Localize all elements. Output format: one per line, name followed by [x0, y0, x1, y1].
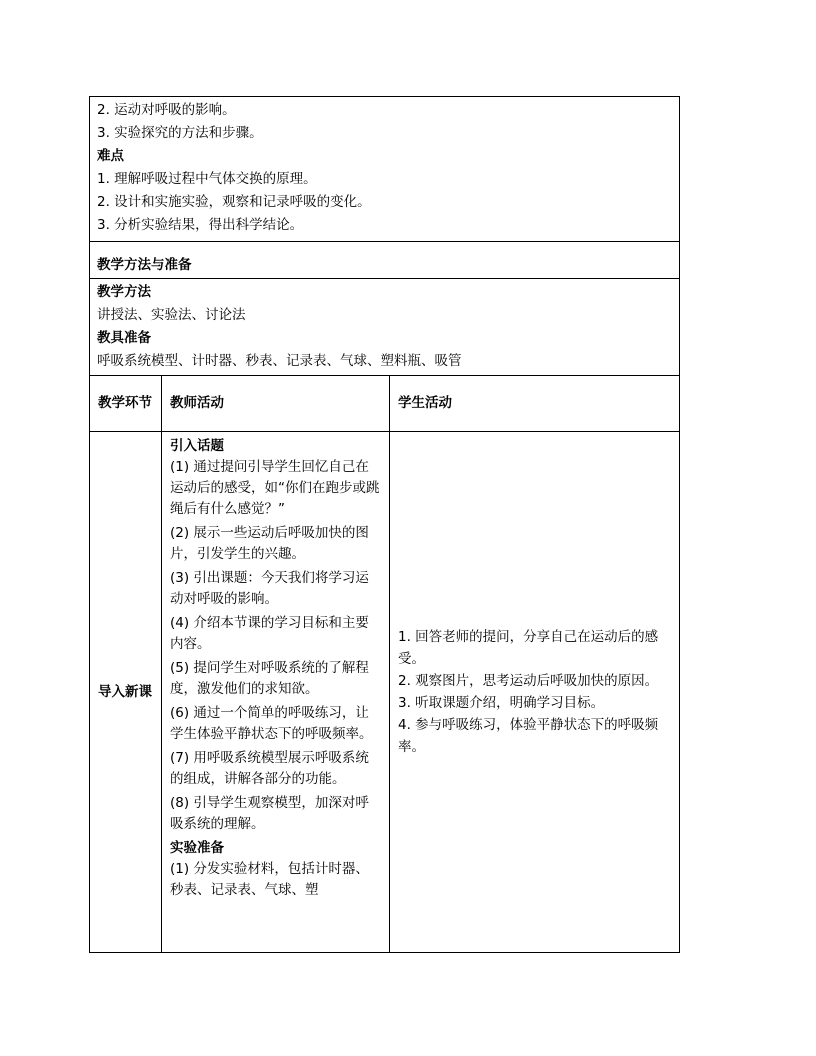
methods-cell: [90, 279, 680, 376]
process-header-row: [90, 376, 680, 432]
methods-title-cell: [90, 242, 680, 279]
student-activity-item: 1. 回答老师的提问，分享自己在运动后的感受。: [398, 629, 659, 667]
student-activity-item: 2. 观察图片，思考运动后呼吸加快的原因。: [398, 673, 659, 689]
key-point-item: 3. 实验探究的方法和步骤。: [97, 125, 263, 141]
phase-label: 导入新课: [98, 684, 152, 700]
difficulties-heading: 难点: [97, 148, 124, 164]
difficulty-item: 3. 分析实验结果，得出科学结论。: [97, 217, 304, 233]
teacher-activity-item: (6) 通过一个简单的呼吸练习，让学生体验平静状态下的呼吸频率。: [170, 705, 373, 742]
prep-subheading: 实验准备: [170, 840, 224, 856]
tools-heading: 教具准备: [97, 330, 151, 346]
student-header: 学生活动: [398, 395, 452, 411]
focus-cell: [90, 97, 680, 242]
teacher-activity-cell: [162, 432, 390, 953]
teacher-header: 教师活动: [170, 395, 224, 411]
tools-text: 呼吸系统模型、计时器、秒表、记录表、气球、塑料瓶、吸管: [97, 353, 462, 369]
student-activity-item: 3. 听取课题介绍，明确学习目标。: [398, 695, 605, 711]
lesson-plan-table: [89, 96, 680, 953]
difficulty-item: 2. 设计和实施实验，观察和记录呼吸的变化。: [97, 194, 371, 210]
teacher-header-cell: [162, 376, 390, 432]
teacher-activity-item: (8) 引导学生观察模型，加深对呼吸系统的理解。: [170, 795, 369, 832]
intro-subheading: 引入话题: [170, 438, 224, 454]
difficulty-item: 1. 理解呼吸过程中气体交换的原理。: [97, 171, 317, 187]
phase-header-cell: [90, 376, 162, 432]
teacher-prep-item: (1) 分发实验材料，包括计时器、秒表、记录表、气球、塑: [170, 861, 369, 898]
teacher-activity-item: (3) 引出课题：今天我们将学习运动对呼吸的影响。: [170, 570, 369, 607]
teacher-activity-item: (4) 介绍本节课的学习目标和主要内容。: [170, 615, 369, 652]
key-point-item: 2. 运动对呼吸的影响。: [97, 102, 236, 118]
methods-heading: 教学方法: [97, 284, 151, 300]
methods-section-title: 教学方法与准备: [97, 257, 192, 273]
methods-text: 讲授法、实验法、讨论法: [97, 307, 246, 323]
teacher-activity-item: (7) 用呼吸系统模型展示呼吸系统的组成，讲解各部分的功能。: [170, 750, 369, 787]
intro-row: [90, 432, 680, 953]
student-activity-cell: [390, 432, 680, 953]
phase-cell: [90, 432, 162, 953]
phase-header: 教学环节: [98, 395, 152, 411]
student-header-cell: [390, 376, 680, 432]
teacher-activity-item: (1) 通过提问引导学生回忆自己在运动后的感受，如“你们在跑步或跳绳后有什么感觉？”: [170, 459, 380, 517]
teacher-activity-item: (2) 展示一些运动后呼吸加快的图片，引发学生的兴趣。: [170, 525, 369, 562]
methods-row: [90, 279, 680, 376]
student-activity-item: 4. 参与呼吸练习，体验平静状态下的呼吸频率。: [398, 717, 659, 755]
teacher-activity-item: (5) 提问学生对呼吸系统的了解程度，激发他们的求知欲。: [170, 660, 369, 697]
methods-title-row: [90, 242, 680, 279]
focus-row: [90, 97, 680, 242]
